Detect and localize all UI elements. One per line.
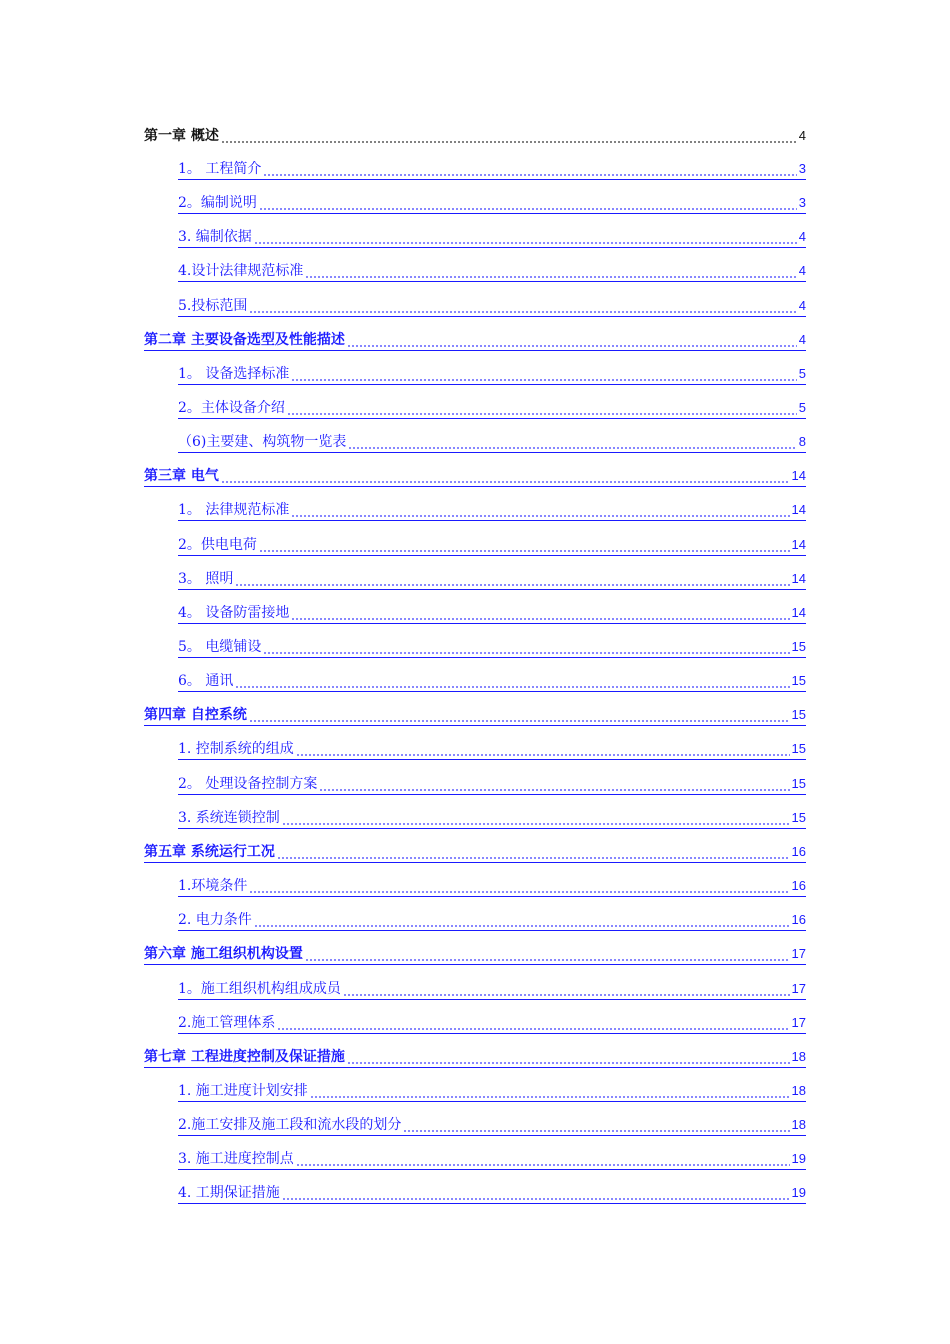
- toc-dot-leader: [233, 570, 791, 590]
- toc-dot-leader: [252, 228, 799, 248]
- toc-entry-label: 第五章 系统运行工况: [144, 843, 275, 863]
- toc-page-number: 16: [792, 843, 806, 863]
- toc-page-number: 15: [792, 809, 806, 829]
- toc-page-number: 18: [792, 1116, 806, 1136]
- toc-page-number: 14: [792, 570, 806, 590]
- toc-entry-label: 3. 施工进度控制点: [178, 1150, 294, 1170]
- toc-link-2-1[interactable]: [178, 363, 806, 385]
- toc-entry-label: 1。 设备选择标准: [178, 365, 289, 385]
- toc-page-number: 15: [792, 638, 806, 658]
- toc-entry-label: 第六章 施工组织机构设置: [144, 945, 303, 965]
- toc-dot-leader: [285, 399, 799, 419]
- toc-page-number: 4: [799, 262, 806, 282]
- toc-link-2-2[interactable]: [178, 397, 806, 419]
- toc-link-chapter-7[interactable]: [144, 1046, 806, 1068]
- toc-dot-leader: [280, 809, 792, 829]
- toc-link-6-2[interactable]: [178, 1012, 806, 1034]
- toc-entry-label: 4。 设备防雷接地: [178, 604, 289, 624]
- toc-page-number: 17: [792, 980, 806, 1000]
- toc-dot-leader: [219, 127, 799, 146]
- toc-link-3-2[interactable]: [178, 534, 806, 556]
- toc-page-number: 3: [799, 194, 806, 214]
- toc-dot-leader: [345, 331, 799, 351]
- toc-dot-leader: [303, 262, 798, 282]
- toc-dot-leader: [401, 1116, 791, 1136]
- toc-link-1-1[interactable]: [178, 158, 806, 180]
- toc-dot-leader: [247, 877, 791, 897]
- toc-page-number: 4: [799, 297, 806, 317]
- toc-entry-label: （6)主要建、构筑物一览表: [178, 433, 346, 453]
- toc-page-number: 3: [799, 160, 806, 180]
- toc-page-number: 16: [792, 911, 806, 931]
- toc-dot-leader: [261, 638, 791, 658]
- toc-entry-label: 第一章 概述: [144, 128, 219, 144]
- toc-entry-label: 第七章 工程进度控制及保证措施: [144, 1048, 345, 1068]
- toc-entry-label: 2.施工安排及施工段和流水段的划分: [178, 1116, 401, 1136]
- toc-dot-leader: [346, 433, 798, 453]
- toc-entry-label: 4.设计法律规范标准: [178, 262, 303, 282]
- toc-dot-leader: [219, 467, 792, 487]
- toc-page-number: 19: [792, 1150, 806, 1170]
- toc-entry-label: 1. 控制系统的组成: [178, 740, 294, 760]
- toc-dot-leader: [247, 706, 792, 726]
- toc-page-number: 18: [792, 1048, 806, 1068]
- toc-entry-label: 3. 编制依据: [178, 228, 252, 248]
- toc-link-chapter-6[interactable]: [144, 943, 806, 965]
- toc-link-5-2[interactable]: [178, 909, 806, 931]
- toc-dot-leader: [257, 194, 799, 214]
- toc-link-4-3[interactable]: [178, 807, 806, 829]
- toc-page-number: 5: [799, 365, 806, 385]
- toc-link-3-4[interactable]: [178, 602, 806, 624]
- toc-page-number: 15: [792, 706, 806, 726]
- toc-link-chapter-5[interactable]: [144, 841, 806, 863]
- toc-dot-leader: [294, 1150, 792, 1170]
- toc-dot-leader: [294, 740, 792, 760]
- toc-page-number: 17: [792, 1014, 806, 1034]
- toc-dot-leader: [280, 1184, 792, 1204]
- toc-page-number: 18: [792, 1082, 806, 1102]
- toc-dot-leader: [289, 604, 791, 624]
- toc-dot-leader: [317, 775, 791, 795]
- toc-link-chapter-3[interactable]: [144, 465, 806, 487]
- toc-page-number: 17: [792, 945, 806, 965]
- toc-entry-label: 2。供电电荷: [178, 536, 257, 556]
- toc-entry-label: 2。 处理设备控制方案: [178, 775, 317, 795]
- toc-dot-leader: [233, 672, 791, 692]
- toc-page-number: 15: [792, 740, 806, 760]
- toc-page-number: 4: [799, 331, 806, 351]
- toc-entry-label: 4. 工期保证措施: [178, 1184, 280, 1204]
- toc-link-1-4[interactable]: [178, 260, 806, 282]
- toc-link-3-5[interactable]: [178, 636, 806, 658]
- toc-link-3-6[interactable]: [178, 670, 806, 692]
- toc-link-7-3[interactable]: [178, 1148, 806, 1170]
- toc-page-number: 14: [792, 536, 806, 556]
- toc-page-number: 4: [798, 128, 806, 143]
- toc-entry-label: 第二章 主要设备选型及性能描述: [144, 331, 345, 351]
- toc-dot-leader: [303, 945, 792, 965]
- toc-chapter-1: [144, 124, 806, 146]
- toc-page-number: 14: [792, 604, 806, 624]
- toc-entry-label: 第四章 自控系统: [144, 706, 247, 726]
- toc-page-number: 4: [799, 228, 806, 248]
- toc-dot-leader: [289, 365, 798, 385]
- toc-dot-leader: [252, 911, 792, 931]
- toc-dot-leader: [261, 160, 798, 180]
- toc-dot-leader: [341, 980, 792, 1000]
- toc-page-number: 16: [792, 877, 806, 897]
- toc-entry-label: 2。编制说明: [178, 194, 257, 214]
- toc-link-5-1[interactable]: [178, 875, 806, 897]
- toc-dot-leader: [308, 1082, 792, 1102]
- toc-entry-label: 1。 工程简介: [178, 160, 261, 180]
- toc-dot-leader: [275, 843, 792, 863]
- toc-link-7-2[interactable]: [178, 1114, 806, 1136]
- toc-entry-label: 第三章 电气: [144, 467, 219, 487]
- toc-entry-label: 2. 电力条件: [178, 911, 252, 931]
- toc-link-7-4[interactable]: [178, 1182, 806, 1204]
- toc-page-number: 15: [792, 672, 806, 692]
- toc-entry-label: 1。 法律规范标准: [178, 501, 289, 521]
- toc-link-6-1[interactable]: [178, 978, 806, 1000]
- toc-entry-label: 1. 施工进度计划安排: [178, 1082, 308, 1102]
- toc-page-number: 19: [792, 1184, 806, 1204]
- toc-link-1-3[interactable]: [178, 226, 806, 248]
- toc-dot-leader: [247, 297, 798, 317]
- toc-entry-label: 3. 系统连锁控制: [178, 809, 280, 829]
- toc-link-4-1[interactable]: [178, 738, 806, 760]
- toc-entry-label: 1.环境条件: [178, 877, 247, 897]
- toc-page-number: 5: [799, 399, 806, 419]
- toc-entry-label: 5.投标范围: [178, 297, 247, 317]
- toc-entry-label: 3。 照明: [178, 570, 233, 590]
- toc-link-3-3[interactable]: [178, 568, 806, 590]
- toc-dot-leader: [289, 501, 791, 521]
- toc-link-chapter-4[interactable]: [144, 704, 806, 726]
- toc-dot-leader: [345, 1048, 792, 1068]
- toc-link-chapter-2[interactable]: [144, 329, 806, 351]
- toc-entry-label: 1。施工组织机构组成成员: [178, 980, 341, 1000]
- toc-page-number: 8: [799, 433, 806, 453]
- toc-entry-label: 6。 通讯: [178, 672, 233, 692]
- toc-page-number: 15: [792, 775, 806, 795]
- toc-dot-leader: [257, 536, 792, 556]
- toc-link-2-6[interactable]: [178, 431, 806, 453]
- toc-link-3-1[interactable]: [178, 499, 806, 521]
- toc-link-1-2[interactable]: [178, 192, 806, 214]
- toc-dot-leader: [275, 1014, 791, 1034]
- toc-link-1-5[interactable]: [178, 295, 806, 317]
- toc-link-7-1[interactable]: [178, 1080, 806, 1102]
- toc-page-number: 14: [792, 501, 806, 521]
- toc-entry-label: 2.施工管理体系: [178, 1014, 275, 1034]
- toc-entry-label: 5。 电缆铺设: [178, 638, 261, 658]
- toc-entry-label: 2。主体设备介绍: [178, 399, 285, 419]
- toc-link-4-2[interactable]: [178, 773, 806, 795]
- toc-page-number: 14: [792, 467, 806, 487]
